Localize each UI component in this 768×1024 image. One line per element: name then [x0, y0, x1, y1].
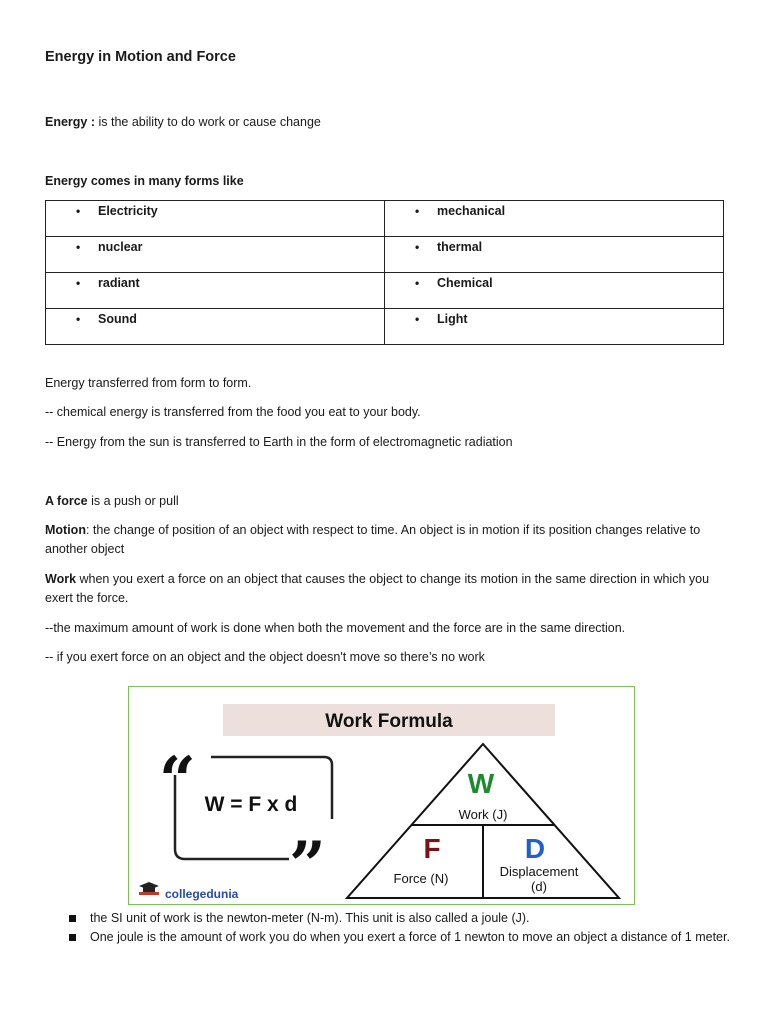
bullet-icon: • [76, 204, 81, 218]
table-cell [385, 237, 724, 273]
transfer-intro: Energy transferred from form to form. [45, 376, 252, 390]
square-bullet-icon [69, 934, 76, 941]
table-row [46, 273, 724, 309]
figure-heading: Work Formula [325, 711, 453, 732]
work-formula-diagram [129, 687, 634, 904]
table-cell [385, 273, 724, 309]
forms-heading: Energy comes in many forms like [45, 174, 244, 188]
page-title: Energy in Motion and Force [45, 49, 236, 65]
table-cell [46, 201, 385, 237]
work-term: Work [45, 572, 77, 586]
table-cell [46, 273, 385, 309]
open-quote-icon: “ [159, 743, 196, 818]
w-label: Work (J) [458, 807, 508, 822]
work-note: --the maximum amount of work is done when both the movement and the force are in the same direction. [45, 621, 626, 635]
energy-term: Energy : [45, 115, 99, 129]
bullet-icon: • [415, 276, 420, 290]
d-label-unit: (d) [531, 879, 547, 894]
bullet-icon: • [415, 204, 420, 218]
table-row [46, 201, 724, 237]
si-notes-list [67, 909, 732, 947]
w-letter: W [467, 768, 495, 799]
force-text: is a push or pull [87, 494, 179, 508]
table-row [46, 309, 724, 345]
table-cell [385, 309, 724, 345]
work-formula-figure [128, 686, 635, 905]
bullet-icon: • [76, 312, 81, 326]
form-label: Chemical [437, 276, 493, 290]
transfer-line: -- chemical energy is transferred from the food you eat to your body. [45, 405, 421, 419]
bullet-icon: • [76, 276, 81, 290]
f-label: Force (N) [393, 871, 449, 886]
work-text: when you exert a force on an object that causes the object to change its motion in the same direction in which you exert the force. [45, 572, 710, 605]
bullet-icon: • [415, 240, 420, 254]
force-term: A force [45, 494, 88, 508]
work-definition [45, 570, 730, 608]
list-item [67, 928, 732, 947]
form-label: Electricity [98, 204, 158, 218]
form-label: nuclear [98, 240, 143, 254]
f-letter: F [423, 833, 441, 864]
work-note: -- if you exert force on an object and the object doesn't move so there’s no work [45, 650, 485, 664]
form-label: mechanical [437, 204, 506, 218]
energy-definition [45, 113, 730, 132]
table-cell [385, 201, 724, 237]
form-label: radiant [98, 276, 140, 290]
motion-definition [45, 521, 730, 559]
motion-text: : the change of position of an object with respect to time. An object is in motion if its position changes relative to another object [45, 523, 701, 556]
energy-forms-table [45, 200, 724, 345]
force-definition [45, 492, 730, 511]
formula-text: W = F x d [204, 793, 298, 816]
form-label: Sound [98, 312, 137, 326]
bullet-icon: • [76, 240, 81, 254]
list-item-text: the SI unit of work is the newton-meter (N-m). This unit is also called a joule (J). [90, 911, 530, 925]
bullet-icon: • [415, 312, 420, 326]
table-cell [46, 237, 385, 273]
close-quote-icon: ” [289, 828, 326, 903]
brand-logo: collegedunia [165, 887, 239, 901]
motion-term: Motion [45, 523, 86, 537]
list-item [67, 909, 732, 928]
energy-definition-text: is the ability to do work or cause change [98, 115, 321, 129]
form-label: Light [437, 312, 468, 326]
transfer-line: -- Energy from the sun is transferred to Earth in the form of electromagnetic radiation [45, 435, 513, 449]
table-row [46, 237, 724, 273]
graduation-cap-icon [139, 882, 159, 895]
form-label: thermal [437, 240, 483, 254]
square-bullet-icon [69, 915, 76, 922]
d-letter: D [524, 833, 546, 864]
list-item-text: One joule is the amount of work you do when you exert a force of 1 newton to move an object a distance of 1 meter. [90, 930, 730, 944]
d-label: Displacement [499, 864, 579, 879]
table-cell [46, 309, 385, 345]
